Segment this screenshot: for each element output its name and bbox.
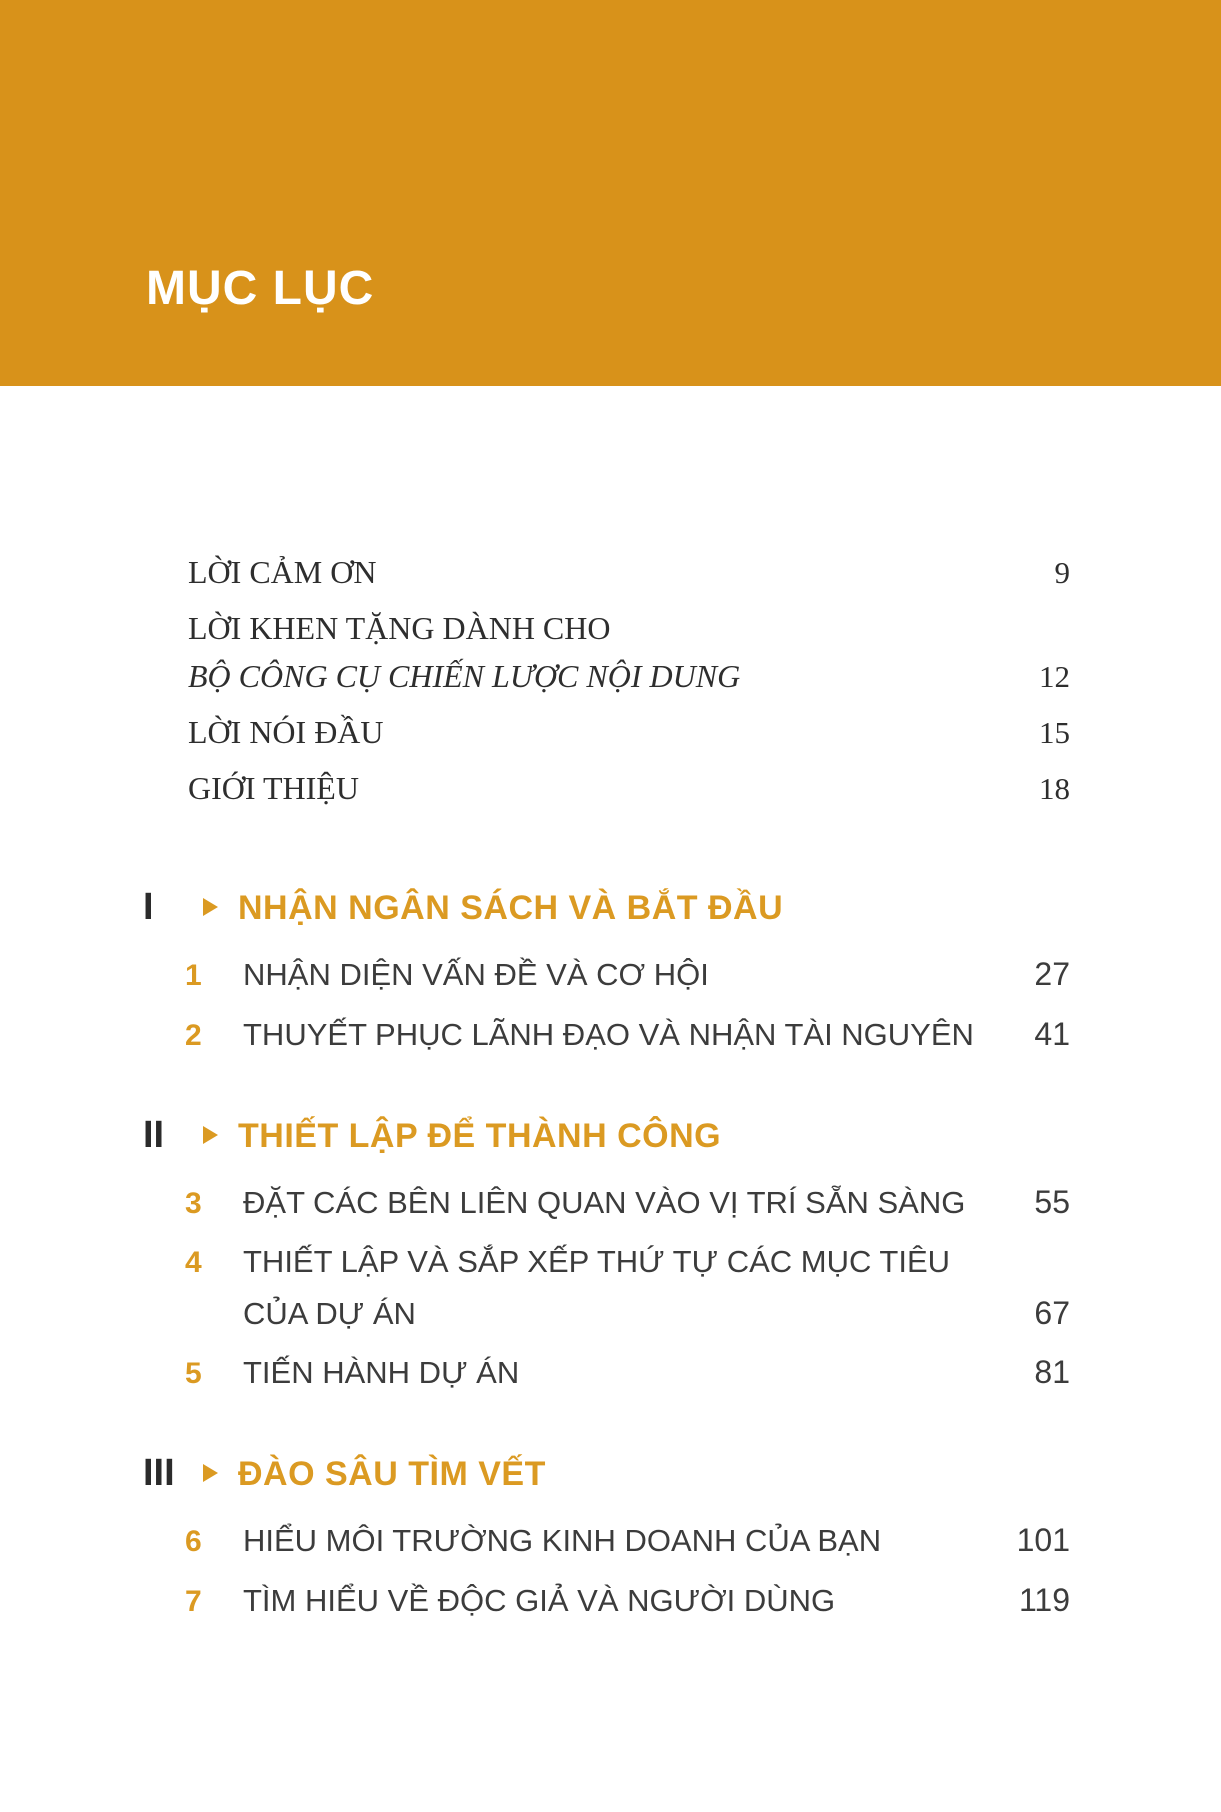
chapter-number: 5 [185, 1357, 202, 1390]
entry-page-number: 55 [1034, 1184, 1070, 1220]
section-numeral: II [143, 1114, 165, 1156]
play-triangle-icon [203, 1120, 238, 1166]
toc-entry [0, 608, 1070, 648]
chapter-number: 3 [185, 1187, 202, 1220]
chapter-title-line2: CỦA DỰ ÁN [243, 1296, 416, 1331]
toc-entry [0, 552, 1070, 593]
entry-page-number: 15 [1039, 715, 1070, 750]
entry-page-number: 101 [1016, 1522, 1070, 1558]
chapter-entry [0, 1242, 1070, 1283]
entry-label: GIỚI THIỆU [188, 770, 359, 806]
chapter-number: 4 [185, 1246, 202, 1279]
play-triangle-icon [203, 1458, 238, 1504]
entry-page-number: 27 [1034, 956, 1070, 992]
toc-entry [0, 768, 1070, 809]
chapter-title: ĐẶT CÁC BÊN LIÊN QUAN VÀO VỊ TRÍ SẴN SÀNG [243, 1185, 966, 1220]
chapter-title: TÌM HIỂU VỀ ĐỘC GIẢ VÀ NGƯỜI DÙNG [243, 1583, 836, 1618]
entry-page-number: 81 [1034, 1354, 1070, 1390]
chapter-entry [0, 954, 1070, 996]
entry-label: LỜI KHEN TẶNG DÀNH CHO [188, 610, 611, 646]
entry-page-number: 9 [1054, 555, 1070, 590]
chapter-entry [0, 1182, 1070, 1224]
section-numeral: III [143, 1452, 175, 1494]
chapter-title: THUYẾT PHỤC LÃNH ĐẠO VÀ NHẬN TÀI NGUYÊN [243, 1017, 974, 1052]
section-numeral: I [143, 886, 154, 928]
chapter-title: TIẾN HÀNH DỰ ÁN [243, 1355, 520, 1390]
page-header [0, 0, 1221, 386]
section-title: ĐÀO SÂU TÌM VẾT [238, 1455, 546, 1493]
entry-label: LỜI CẢM ƠN [188, 554, 377, 590]
toc-list [0, 386, 1221, 1640]
chapter-entry [0, 1014, 1070, 1056]
entry-page-number: 12 [1039, 659, 1070, 694]
chapter-entry-continuation [0, 1293, 1070, 1334]
play-triangle-icon [203, 892, 238, 938]
chapter-entry [0, 1352, 1070, 1394]
chapter-title: HIỂU MÔI TRƯỜNG KINH DOANH CỦA BẠN [243, 1523, 882, 1558]
toc-entry [0, 656, 1070, 697]
section-heading [0, 1450, 1070, 1504]
chapter-entry [0, 1580, 1070, 1622]
entry-page-number: 119 [1018, 1582, 1070, 1618]
chapter-number: 1 [185, 959, 202, 992]
front-matter-group [0, 552, 1070, 824]
section-heading [0, 884, 1070, 938]
section-title: THIẾT LẬP ĐỂ THÀNH CÔNG [238, 1117, 722, 1155]
chapter-title: NHẬN DIỆN VẤN ĐỀ VÀ CƠ HỘI [243, 957, 709, 992]
page-title: MỤC LỤC [146, 262, 375, 316]
chapter-title-line1: THIẾT LẬP VÀ SẮP XẾP THỨ TỰ CÁC MỤC TIÊU [243, 1244, 951, 1279]
toc-entry [0, 712, 1070, 753]
section-title: NHẬN NGÂN SÁCH VÀ BẮT ĐẦU [238, 889, 784, 927]
chapter-number: 7 [185, 1585, 202, 1618]
entry-page-number: 18 [1039, 771, 1070, 806]
section-heading [0, 1112, 1070, 1166]
entry-page-number: 41 [1034, 1016, 1070, 1052]
entry-page-number: 67 [1034, 1295, 1070, 1331]
entry-label: LỜI NÓI ĐẦU [188, 714, 384, 750]
entry-label: BỘ CÔNG CỤ CHIẾN LƯỢC NỘI DUNG [188, 658, 741, 694]
chapter-number: 2 [185, 1019, 202, 1052]
chapter-entry [0, 1520, 1070, 1562]
chapter-number: 6 [185, 1525, 202, 1558]
